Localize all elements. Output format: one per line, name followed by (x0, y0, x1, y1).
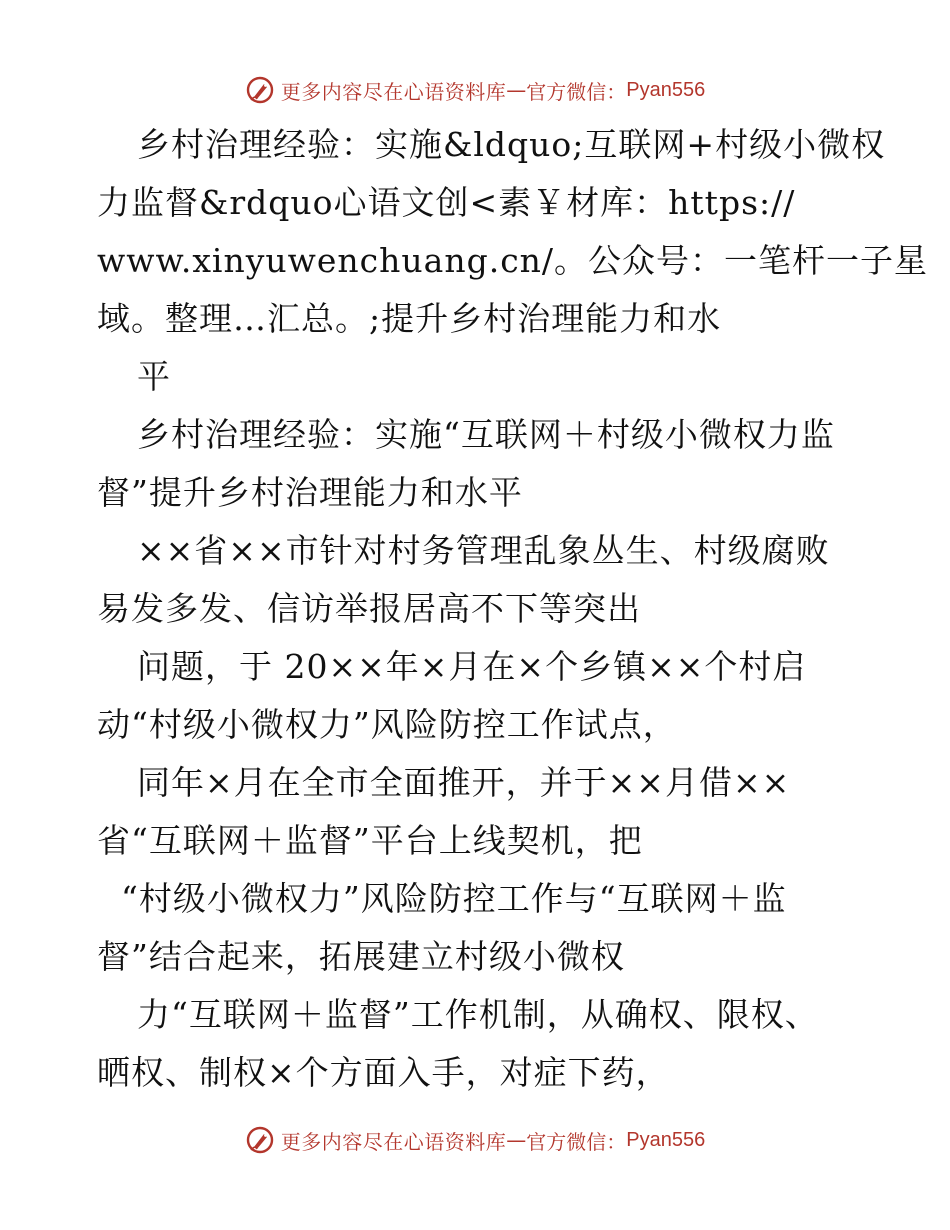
text-line: 乡村治理经验：实施“互联网＋村级小微权力监 (137, 415, 835, 454)
text-line-content: 力监督&rdquo心语文创<素￥材库：https:// (97, 183, 796, 222)
banner-wechat-label: 官方微信： (526, 1129, 627, 1154)
text-line (97, 232, 929, 290)
text-line: 晒权、制权×个方面入手，对症下药， (97, 1053, 670, 1092)
banner-title: 更多内容尽在心语资料库 (280, 1129, 507, 1154)
footer-banner (0, 1120, 950, 1160)
text-line: “村级小微权力”风险防控工作与“互联网＋监 (121, 879, 787, 918)
header-banner (0, 70, 950, 110)
text-line: 动“村级小微权力”风险防控工作试点， (97, 705, 677, 744)
text-line: 省“互联网＋监督”平台上线契机，把 (97, 821, 643, 860)
text-line: 易发多发、信访举报居高不下等突出 (97, 589, 641, 628)
banner-wechat-label: 官方微信： (526, 79, 627, 104)
banner-wechat-handle: Pyan556 (626, 78, 706, 101)
text-line-content: www.xinyuwenchuang.cn/。公众号：一笔杆一子星 (97, 241, 929, 280)
banner-wechat-handle: Pyan556 (626, 1128, 706, 1151)
fountain-pen-circle-icon (245, 1125, 275, 1155)
fountain-pen-circle-icon (245, 75, 275, 105)
document-body (97, 116, 929, 1102)
text-line: 督”提升乡村治理能力和水平 (97, 473, 523, 512)
text-line: 同年×月在全市全面推开，并于××月借×× (137, 763, 791, 802)
text-line (97, 174, 857, 232)
text-line: 域。整理…汇总。;提升乡村治理能力和水 (97, 299, 722, 338)
banner-separator: — (506, 1128, 527, 1152)
banner-separator: — (506, 78, 527, 102)
text-line: 问题，于 20××年×月在×个乡镇××个村启 (137, 647, 807, 686)
text-line: 督”结合起来，拓展建立村级小微权 (97, 937, 625, 976)
text-line: ××省××市针对村务管理乱象丛生、村级腐败 (137, 531, 830, 570)
text-line: 乡村治理经验：实施&ldquo;互联网+村级小微权 (137, 125, 886, 164)
banner-title: 更多内容尽在心语资料库 (280, 79, 507, 104)
text-line: 力“互联网＋监督”工作机制，从确权、限权、 (137, 995, 819, 1034)
text-line: 平 (137, 357, 171, 396)
